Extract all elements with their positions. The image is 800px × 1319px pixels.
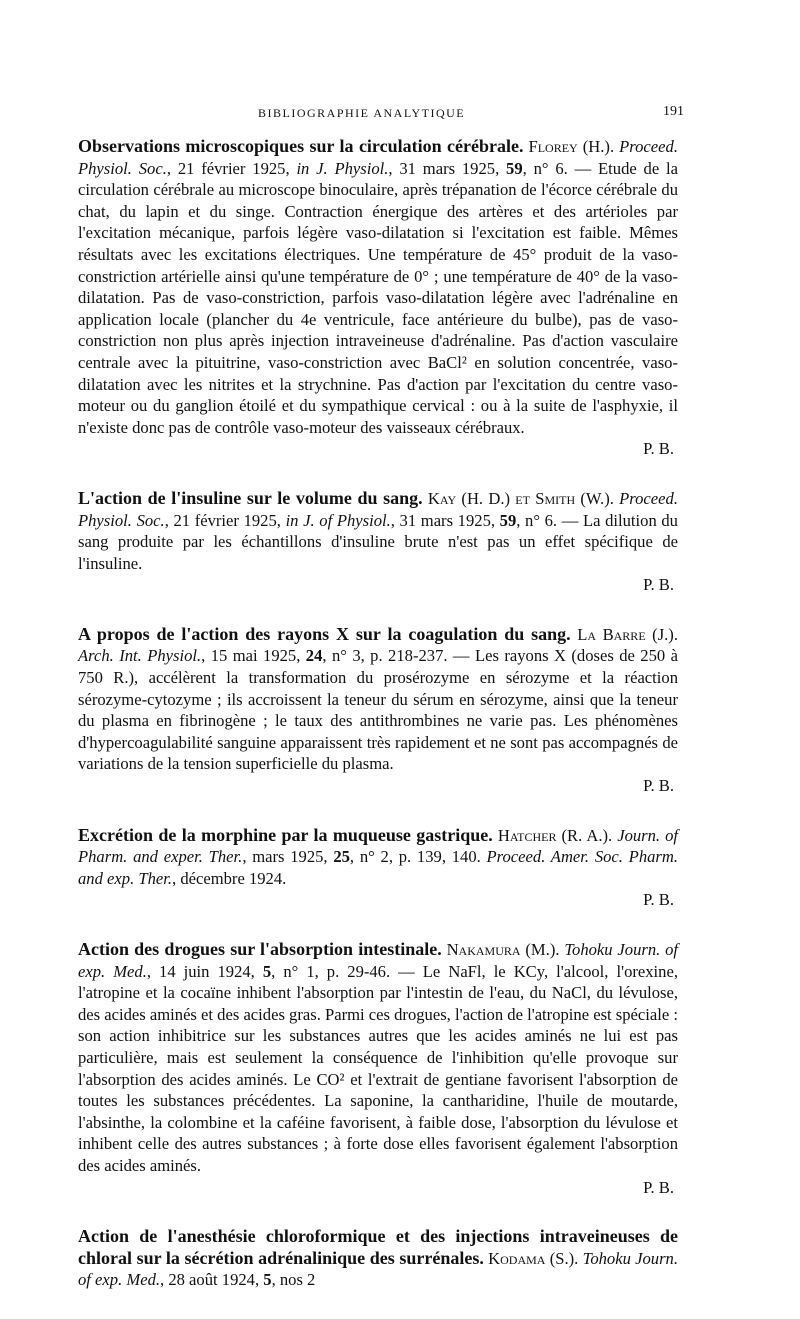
entry-author: Kodama (S.). <box>488 1248 579 1268</box>
entry-volume: 5 <box>262 961 272 981</box>
entry-author: Kay (H. D.) et Smith (W.). <box>427 488 614 508</box>
entry-author: Hatcher (R. A.). <box>497 825 613 845</box>
entry-details: , nos 2 <box>271 1270 316 1290</box>
entry-details: , n° 2, p. 139, 140. <box>349 847 487 867</box>
entry-body: Etude de la circulation cérébrale au microscope binoculaire, après trépanation de l'écorce cérébrale du chat, du lapin et du singe. Contraction énergique des artères et des artérioles par l'excitation mécanique, parfois légère vaso-dilatation si l'excitation est faible. Mêmes résultats avec les excitations électriques. Une température de 45° produit de la vaso-constriction artérielle ainsi qu'une température de 0° ; une température de 40° de la vaso-dilatation. Pas de vaso-constriction, parfois vaso-dilatation légère avec l'adrénaline en application locale (plancher du 4e ventricule, face antérieure du bulbe), pas de vaso-constriction non plus après injection intraveineuse d'adrénaline. Pas d'action vasculaire centrale avec la pituitrine, vaso-constriction avec BaCl² en solution concentrée, vaso-dilatation avec les nitrites et la strychnine. Pas d'action par l'excitation du centre vaso-moteur ou du ganglion étoilé et du sympathique cervical : ou à la suite de l'asphyxie, il n'existe donc pas de contrôle vaso-moteur des vaisseaux cérébraux. <box>78 158 679 437</box>
entry-initials: P. B. <box>643 1177 674 1197</box>
entry-author: Florey (H.). <box>528 137 615 156</box>
entry-author: Nakamura (M.). <box>446 940 560 959</box>
entry-details: , 14 juin 1924, <box>146 961 263 981</box>
entry-details: , n° 1, p. 29-46. — <box>271 961 423 981</box>
entry-journal: Tohoku Journ. of exp. Med. <box>78 1248 678 1290</box>
entry-details: , 31 mars 1925, <box>388 158 507 178</box>
entry-volume: 25 <box>333 847 350 867</box>
entry-journal: Proceed. Physiol. Soc. <box>78 488 678 530</box>
entry-title: L'action de l'insuline sur le volume du sang. <box>78 487 423 508</box>
entry-details: , n° 6. — <box>522 158 599 178</box>
entry-journal: Journ. of Pharm. and exper. Ther. <box>78 825 679 867</box>
entry-author: La Barre (J.). <box>577 624 678 644</box>
entry-title: Action des drogues sur l'absorption intestinale. <box>78 939 442 959</box>
entry-initials: P. B. <box>643 439 674 459</box>
entry-body: Le NaFl, le KCy, l'alcool, l'orexine, l'atropine et la cocaïne inhibent l'absorption par l'intestin de l'eau, du NaCl, du lévulose, des acides aminés et des acides gras. Parmi ces drogues, l'action de l'atropine est spéciale : son action inhibitrice sur les substances autres que les acides aminés ne lui est pas particulière, mais est seulement la conséquence de l'inhibition qu'elle provoque sur l'absorption des acides aminés. Le CO² et l'extrait de gentiane favorisent l'absorption de toutes les substances précédentes. La saponine, la cantharidine, l'huile de moutarde, l'absinthe, la colombine et la caféine favorisent, à faible dose, l'absorption du lévulose et inhibent celle des autres substances ; à forte dose elles favorisent également l'absorption des acides aminés. <box>78 961 678 1175</box>
entry-volume: 5 <box>263 1270 272 1290</box>
running-header <box>78 100 684 128</box>
entry-title: Action de l'anesthésie chloroformique et des injections intraveineuses de chloral sur la sécrétion adrénalinique des surrénales. <box>78 1226 678 1268</box>
entry-body: Les rayons X (doses de 250 à 750 R.), accélèrent la transformation du prosérozyme en sérozyme et la réaction sérozyme-cytozyme ; ils accroissent la teneur du sérum en sérozyme, ainsi que la teneur du plasma en fibrinogène ; le taux des antithrombines ne varie pas. Les phénomènes d'hypercoagulabilité sanguine apparaissent très rapidement et ne sont pas accompagnés de variations de la tension superficielle du plasma. <box>78 646 678 774</box>
entry-details: , 15 mai 1925, <box>201 646 306 666</box>
entry-title: Excrétion de la morphine par la muqueuse gastrique. <box>78 824 493 845</box>
entry-title: Observations microscopiques sur la circulation cérébrale. <box>78 136 524 156</box>
entry-volume: 59 <box>506 158 523 178</box>
entry-details: , 28 août 1924, <box>160 1270 264 1290</box>
entry-volume: 59 <box>499 510 517 530</box>
bibliography-entry <box>78 939 678 1198</box>
entry-journal: Proceed. Physiol. Soc. <box>78 137 678 178</box>
entry-details: , n° 6. — <box>516 510 583 530</box>
entry-initials: P. B. <box>643 575 674 595</box>
entry-details: , 21 février 1925, <box>164 510 286 530</box>
entry-initials: P. B. <box>643 776 674 796</box>
bibliography-entry <box>78 488 678 596</box>
running-title: BIBLIOGRAPHIE ANALYTIQUE <box>258 106 466 120</box>
bibliography-entry <box>78 136 678 460</box>
entry-journal-secondary: in J. of Physiol. <box>285 510 391 530</box>
bibliography-entry <box>78 825 678 911</box>
entry-journal: Tohoku Journ. of exp. Med. <box>78 940 678 981</box>
entry-journal-secondary: in J. Physiol. <box>296 158 389 178</box>
entry-journal-secondary: Proceed. Amer. Soc. Pharm. and exp. Ther. <box>78 847 678 888</box>
entry-initials: P. B. <box>643 890 674 910</box>
entry-details: , décembre 1924. <box>172 868 287 888</box>
entry-details: , 31 mars 1925, <box>390 510 500 530</box>
entry-details: , n° 3, p. 218-237. — <box>322 646 475 666</box>
page-number: 191 <box>663 104 684 119</box>
bibliography-entry <box>78 624 678 797</box>
page <box>78 100 684 1319</box>
entry-details: , mars 1925, <box>242 847 334 867</box>
entry-volume: 24 <box>305 646 323 666</box>
entry-journal: Arch. Int. Physiol. <box>78 646 202 666</box>
entry-body: La dilution du sang produite par les échantillons d'insuline brute n'est pas un effet spécifique de l'insuline. <box>78 510 678 573</box>
bibliography-entry <box>78 1226 678 1291</box>
entry-details: , 21 février 1925, <box>166 158 297 178</box>
entry-title: A propos de l'action des rayons X sur la coagulation du sang. <box>78 623 571 644</box>
